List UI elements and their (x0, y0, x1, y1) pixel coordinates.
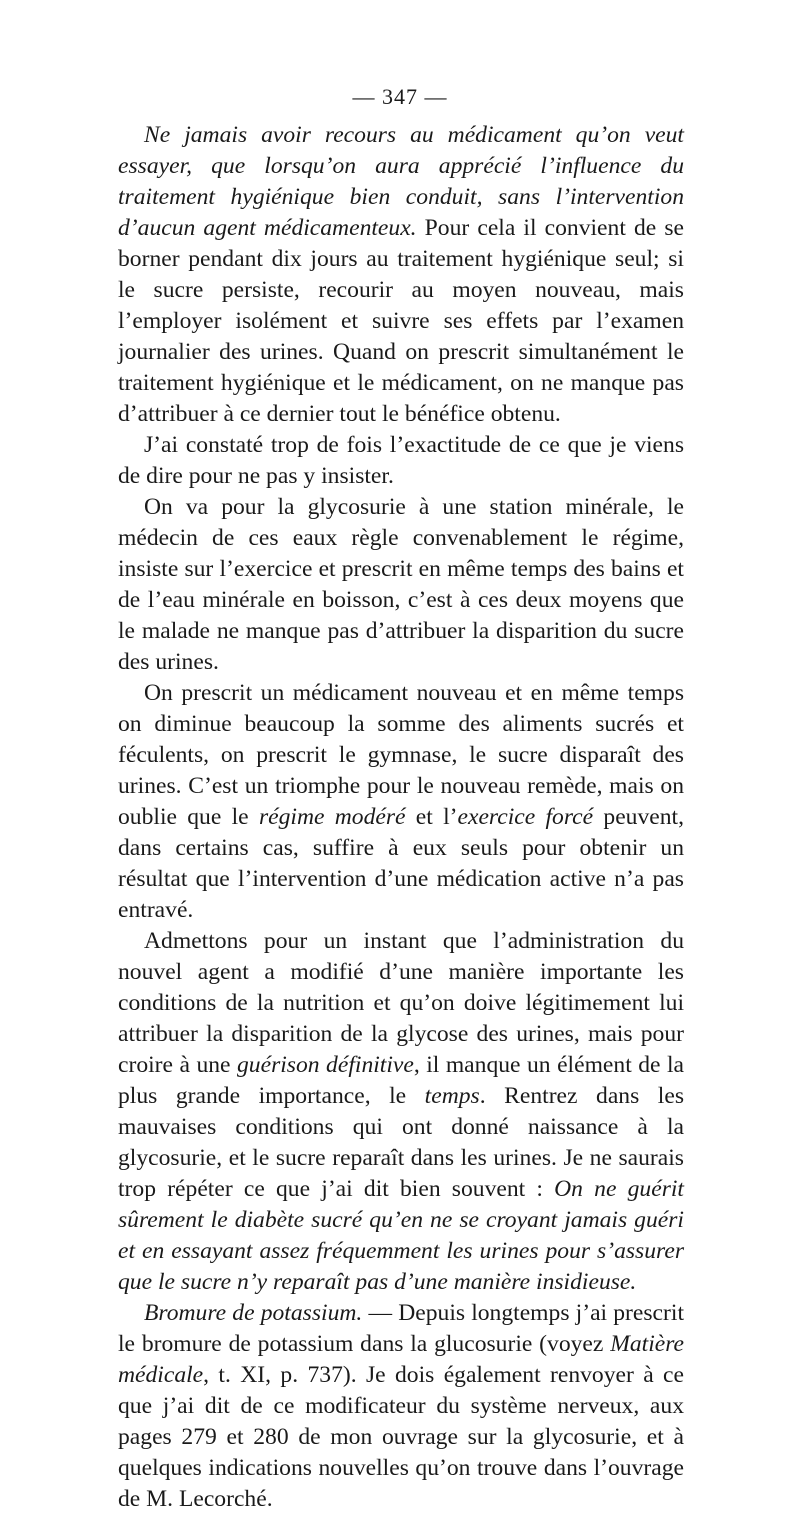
paragraph (118, 678, 684, 926)
italic-text: temps (424, 1083, 480, 1109)
paragraph (118, 926, 684, 1298)
text-run: . Rentrez dans les mauvaises conditions qui ont donné naissance à la glycosurie, et le sucre reparaît dans les urines. Je ne saurais trop répéter ce que j’ai dit bien souvent : (118, 1083, 684, 1202)
page-number: — 347 — (352, 84, 448, 109)
italic-text: régime modéré (258, 804, 406, 830)
italic-text: On ne guérit sûrement le diabète sucré qu’en ne se croyant jamais guéri et en essayant assez fréquemment les urines pour s’assurer que le sucre n’y reparaît pas d’une manière insidieuse. (118, 1176, 684, 1295)
body-text (118, 120, 684, 1515)
paragraph (118, 492, 684, 678)
text-run: peuvent, dans certains cas, suffire à eux seuls pour obtenir un résultat que l’intervention d’une médication active n’a pas entravé. (118, 804, 684, 923)
italic-text: Matière médicale (118, 1331, 684, 1388)
italic-text: exercice forcé (457, 804, 594, 830)
paragraph (118, 1298, 684, 1515)
text-run: On prescrit un médicament nouveau et en même temps on diminue beaucoup la somme des aliments sucrés et féculents, on prescrit le gymnase, le sucre disparaît des urines. C’est un triomphe pour le nouveau remède, mais on oublie que le (118, 680, 684, 830)
italic-text: Ne jamais avoir recours au médicament qu’on veut essayer, que lorsqu’on aura apprécié l’influence du traitement hygiénique bien conduit, sans l’intervention d’aucun agent médicamenteux. (118, 122, 684, 241)
text-run: et l’ (405, 804, 458, 830)
text-run: — Depuis longtemps j’ai prescrit le bromure de potassium dans la glucosurie (voyez (118, 1300, 685, 1357)
text-run: On va pour la glycosurie à une station minérale, le médecin de ces eaux règle convenablement le régime, insiste sur l’exercice et prescrit en même temps des bains et de l’eau minérale en boisson, c’est à ces deux moyens que le malade ne manque pas d’attribuer la disparition du sucre des urines. (118, 494, 684, 675)
italic-text: guérison définitive (237, 1052, 414, 1078)
paragraph (118, 430, 684, 492)
text-run: , il manque un élément de la plus grande importance, le (118, 1052, 685, 1109)
text-run: J’ai constaté trop de fois l’exactitude de ce que je viens de dire pour ne pas y insister. (118, 432, 684, 489)
text-run: Pour cela il convient de se borner pendant dix jours au traitement hygiénique seul; si le sucre persiste, recourir au moyen nouveau, mais l’employer isolément et suivre ses effets par l’examen journalier des urines. Quand on prescrit simultanément le traitement hygiénique et le médicament, on ne manque pas d’attribuer à ce dernier tout le bénéfice obtenu. (118, 215, 684, 427)
italic-text: Bromure de potassium. (144, 1300, 363, 1326)
paragraph (118, 120, 684, 430)
text-run: , t. XI, p. 737). Je dois également renvoyer à ce que j’ai dit de ce modificateur du système nerveux, aux pages 279 et 280 de mon ouvrage sur la glycosurie, et à quelques indications nouvelles qu’on trouve dans l’ouvrage de M. Lecorché. (118, 1362, 684, 1512)
text-run: Admettons pour un instant que l’administration du nouvel agent a modifié d’une manière importante les conditions de la nutrition et qu’on doive légitimement lui attribuer la disparition de la glycose des urines, mais pour croire à une (118, 928, 684, 1078)
